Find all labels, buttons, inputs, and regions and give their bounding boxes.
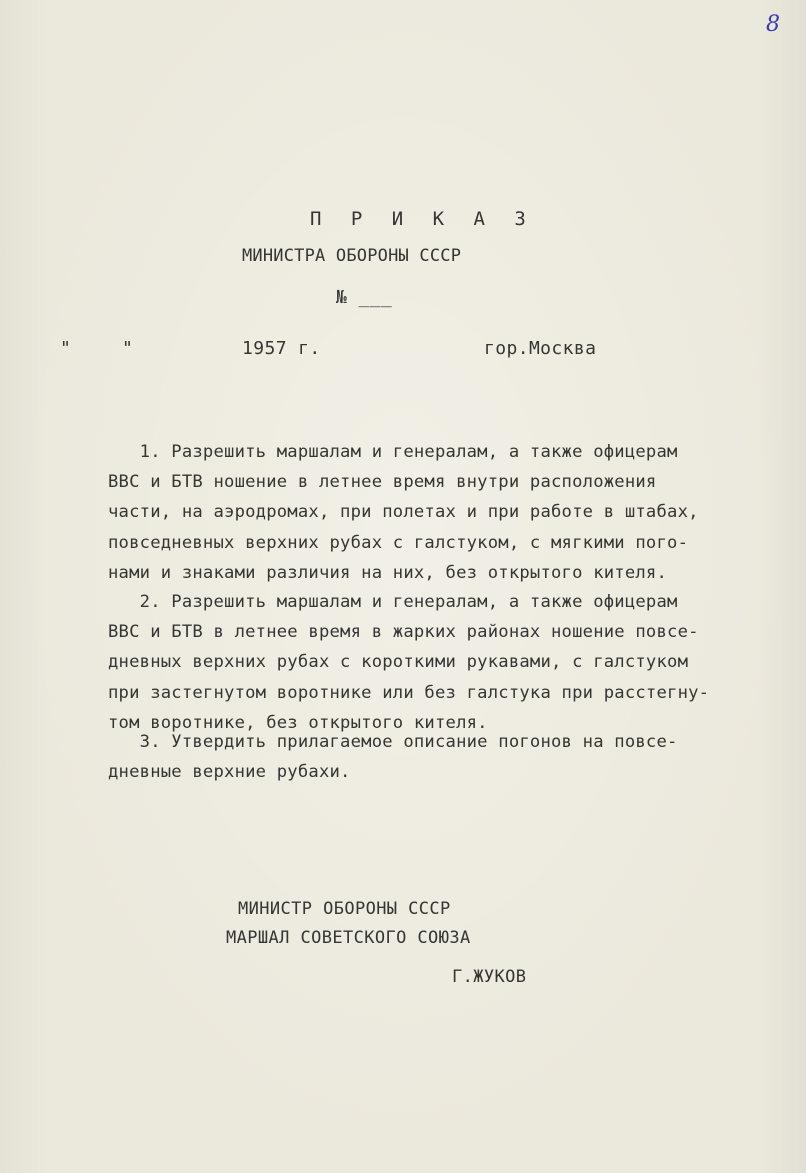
paragraph-line: части, на аэродромах, при полетах и при работе в штабах, xyxy=(108,502,699,523)
paragraph-line: том воротнике, без открытого кителя. xyxy=(108,712,488,733)
paragraph-line: ВВС и БТВ ношение в летнее время внутри расположения xyxy=(108,472,657,493)
date-quote-open: " xyxy=(60,338,72,359)
signature-position: МИНИСТР ОБОРОНЫ СССР xyxy=(238,899,451,919)
paragraph-2 xyxy=(108,587,709,738)
paragraph-line: 1. Разрешить маршалам и генералам, а также офицерам xyxy=(108,442,678,462)
date-quote-close: " xyxy=(122,338,134,359)
paragraph-line: повседневных верхних рубах с галстуком, с мягкими пого- xyxy=(108,532,689,553)
page-number: 8 xyxy=(766,12,780,37)
date-line xyxy=(60,334,640,364)
paragraph-line: нами и знаками различия на них, без открытого кителя. xyxy=(108,562,668,583)
paragraph-line: при застегнутом воротнике или без галстука при расстегну- xyxy=(108,682,710,703)
signature-name: Г.ЖУКОВ xyxy=(452,967,527,987)
document-title: П Р И К А З xyxy=(310,208,535,230)
date-place: гор.Москва xyxy=(484,338,597,359)
paragraph-line: дневные верхние рубахи. xyxy=(108,762,351,783)
document-subtitle: МИНИСТРА ОБОРОНЫ СССР xyxy=(242,246,462,266)
paragraph-line: 3. Утвердить прилагаемое описание погонов на повсе- xyxy=(108,732,678,752)
paragraph-line: дневных верхних рубах с короткими рукавами, с галстуком xyxy=(108,652,689,673)
paragraph-line: 2. Разрешить маршалам и генералам, а также офицерам xyxy=(108,592,678,612)
paragraph-1 xyxy=(108,437,699,588)
date-year: 1957 г. xyxy=(242,338,321,359)
paragraph-line: ВВС и БТВ в летнее время в жарких районах ношение повсе- xyxy=(108,622,699,643)
paragraph-3 xyxy=(108,727,678,787)
order-number: № ___ xyxy=(336,287,393,308)
signature-rank: МАРШАЛ СОВЕТСКОГО СОЮЗА xyxy=(226,928,471,948)
